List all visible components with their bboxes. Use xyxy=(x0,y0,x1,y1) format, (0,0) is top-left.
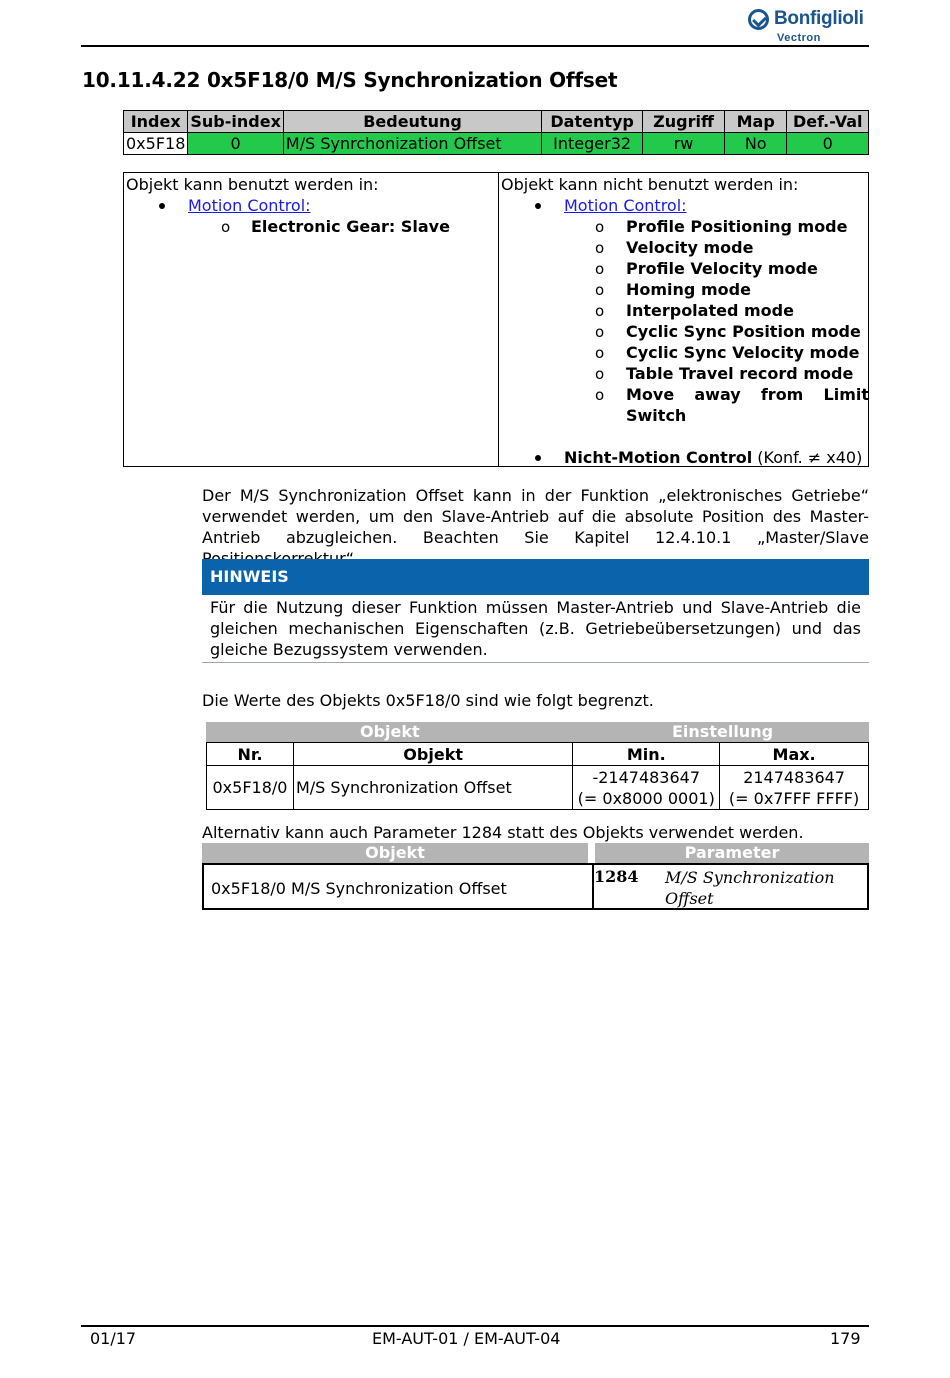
footer-rule xyxy=(81,1325,869,1327)
usage-table xyxy=(123,172,869,467)
brand-sub: Vectron xyxy=(777,32,821,44)
sub-bullet: o xyxy=(595,386,605,404)
limits-table xyxy=(206,742,869,810)
max-value: 2147483647 xyxy=(743,767,845,787)
parameter-table xyxy=(202,863,869,910)
denied-item: Profile Positioning mode xyxy=(626,217,848,236)
cell-max xyxy=(720,766,869,810)
sub-bullet: o xyxy=(221,218,231,236)
usage-denied-column xyxy=(498,173,869,466)
parameter-caption-object: Objekt xyxy=(202,843,588,863)
limits-caption-object: Objekt xyxy=(360,722,420,741)
denied-item: Move away from Limit xyxy=(626,385,869,404)
header-min: Min. xyxy=(573,743,720,766)
parameter-name: M/S Synchronization Offset xyxy=(665,868,835,908)
header-map: Map xyxy=(724,111,787,133)
motion-control-link-allowed[interactable]: Motion Control: xyxy=(188,196,311,215)
limits-header-row xyxy=(207,743,869,766)
header-nr: Nr. xyxy=(207,743,294,766)
parameter-object: 0x5F18/0 M/S Synchronization Offset xyxy=(211,879,507,898)
cell-access: rw xyxy=(643,133,725,155)
sub-bullet: o xyxy=(595,239,605,257)
header-index: Index xyxy=(124,111,188,133)
sub-bullet: o xyxy=(595,218,605,236)
cell-min xyxy=(573,766,720,810)
sub-bullet: o xyxy=(595,302,605,320)
cell-index: 0x5F18 xyxy=(124,133,188,155)
index-table xyxy=(123,110,869,155)
limits-caption xyxy=(206,722,869,742)
min-value: -2147483647 xyxy=(592,767,701,787)
cell-default: 0 xyxy=(787,133,869,155)
header-rule xyxy=(81,45,869,47)
parameter-intro: Alternativ kann auch Parameter 1284 statt des Objekts verwendet werden. xyxy=(202,823,804,842)
header-subindex: Sub-index xyxy=(188,111,284,133)
header-meaning: Bedeutung xyxy=(283,111,541,133)
sub-bullet: o xyxy=(595,323,605,341)
denied-item: Homing mode xyxy=(626,280,751,299)
footer-page-number: 179 xyxy=(830,1329,861,1348)
cell-map: No xyxy=(724,133,787,155)
limits-intro: Die Werte des Objekts 0x5F18/0 sind wie folgt begrenzt. xyxy=(202,691,654,710)
non-motion-control-item xyxy=(564,448,862,467)
denied-item: Profile Velocity mode xyxy=(626,259,818,278)
usage-allowed-heading: Objekt kann benutzt werden in: xyxy=(126,175,379,194)
note-header: HINWEIS xyxy=(202,559,869,595)
limits-row xyxy=(207,766,869,810)
usage-denied-heading: Objekt kann nicht benutzt werden in: xyxy=(501,175,799,194)
description-paragraph: Der M/S Synchronization Offset kann in der Funktion „elektronisches Getriebe“ verwendet werden, um den Slave-Antrieb auf die absolute Position des Master-Antrieb abzugleichen. Beachten Sie Kapitel 12.4.10.1 „Master/Slave xyxy=(202,486,869,547)
bullet-dot xyxy=(159,203,165,209)
header-default: Def.-Val xyxy=(787,111,869,133)
cell-datatype: Integer32 xyxy=(542,133,643,155)
motion-control-link-denied[interactable]: Motion Control: xyxy=(564,196,687,215)
note-body: Für die Nutzung dieser Funktion müssen Master-Antrieb und Slave-Antrieb die gleichen mechanischen Eigenschaften (z.B. Getriebeübersetzungen) und das gleiche Bezugssystem verwenden. xyxy=(202,597,869,663)
bullet-dot xyxy=(535,455,541,461)
footer-doc: EM-AUT-01 / EM-AUT-04 xyxy=(372,1329,561,1348)
limits-caption-setting: Einstellung xyxy=(672,722,774,741)
parameter-caption xyxy=(202,843,869,863)
sub-bullet: o xyxy=(595,281,605,299)
non-motion-control-config: (Konf. ≠ x40) xyxy=(752,448,863,467)
footer-date: 01/17 xyxy=(90,1329,137,1348)
denied-item: Interpolated mode xyxy=(626,301,794,320)
non-motion-control-label: Nicht-Motion Control xyxy=(564,448,753,467)
denied-item: Switch xyxy=(626,406,687,425)
cell-meaning: M/S Synrchonization Offset xyxy=(283,133,541,155)
sub-bullet: o xyxy=(595,365,605,383)
brand-name: Bonfiglioli xyxy=(774,8,864,29)
header-max: Max. xyxy=(720,743,869,766)
cell-subindex: 0 xyxy=(188,133,284,155)
denied-item: Table Travel record mode xyxy=(626,364,854,383)
index-table-row xyxy=(124,133,869,155)
section-title: 10.11.4.22 0x5F18/0 M/S Synchronization Offset xyxy=(82,68,618,92)
allowed-item: Electronic Gear: Slave xyxy=(251,217,450,236)
usage-allowed-column xyxy=(124,173,498,466)
denied-item: Cyclic Sync Velocity mode xyxy=(626,343,860,362)
parameter-number: 1284 xyxy=(594,867,639,886)
denied-item: Cyclic Sync Position mode xyxy=(626,322,861,341)
header-datatype: Datentyp xyxy=(542,111,643,133)
denied-item: Velocity mode xyxy=(626,238,754,257)
sub-bullet: o xyxy=(595,260,605,278)
index-table-header xyxy=(124,111,869,133)
sub-bullet: o xyxy=(595,344,605,362)
min-hex: (= 0x8000 0001) xyxy=(577,788,715,808)
brand-logo xyxy=(748,8,870,46)
max-hex: (= 0x7FFF FFFF) xyxy=(728,788,860,808)
bullet-dot xyxy=(535,203,541,209)
parameter-caption-param: Parameter xyxy=(595,843,869,863)
cell-object: M/S Synchronization Offset xyxy=(293,766,572,810)
header-access: Zugriff xyxy=(643,111,725,133)
header-object: Objekt xyxy=(293,743,572,766)
cell-nr: 0x5F18/0 xyxy=(207,766,294,810)
bonfiglioli-logo-icon xyxy=(748,9,769,30)
